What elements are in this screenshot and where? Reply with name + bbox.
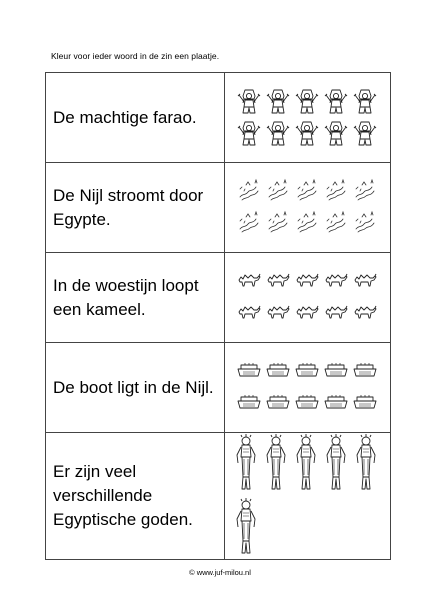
camel-icon: [323, 267, 349, 297]
pharaoh-icon: [294, 119, 320, 149]
boat-icon: [294, 389, 320, 419]
pharaoh-icon: [352, 87, 378, 117]
egyptian-god-icon: [234, 497, 260, 559]
boat-icon: [352, 357, 378, 387]
river-icon: [352, 177, 378, 207]
pictures-cell: [224, 253, 390, 343]
camel-icon: [265, 299, 291, 329]
egyptian-god-icon: [264, 433, 290, 495]
instruction-text: Kleur voor ieder woord in de zin een plaatje.: [51, 51, 220, 61]
worksheet-row: [46, 73, 391, 163]
egyptian-god-icon: [324, 433, 350, 495]
river-icon: [236, 209, 262, 239]
pharaoh-icon: [323, 119, 349, 149]
copyright-footer: © www.juf-milou.nl: [189, 568, 251, 577]
boat-icon: [323, 357, 349, 387]
pharaoh-icon: [265, 119, 291, 149]
worksheet-row: [46, 433, 391, 560]
camel-icon: [265, 267, 291, 297]
worksheet-row: [46, 163, 391, 253]
picture-grid: [225, 433, 390, 559]
worksheet-row: [46, 253, 391, 343]
pictures-cell: [224, 73, 390, 163]
sentence-cell: [46, 433, 225, 560]
river-icon: [265, 209, 291, 239]
egyptian-god-icon: [354, 433, 380, 495]
river-icon: [294, 209, 320, 239]
picture-grid: [225, 357, 390, 419]
pictures-cell: [224, 433, 390, 560]
pharaoh-icon: [294, 87, 320, 117]
pharaoh-icon: [352, 119, 378, 149]
camel-icon: [236, 267, 262, 297]
boat-icon: [265, 357, 291, 387]
boat-icon: [236, 389, 262, 419]
worksheet-row: [46, 343, 391, 433]
river-icon: [352, 209, 378, 239]
camel-icon: [236, 299, 262, 329]
sentence-cell: [46, 253, 225, 343]
river-icon: [236, 177, 262, 207]
river-icon: [294, 177, 320, 207]
river-icon: [265, 177, 291, 207]
pictures-cell: [224, 343, 390, 433]
egyptian-god-icon: [294, 433, 320, 495]
pictures-cell: [224, 163, 390, 253]
boat-icon: [265, 389, 291, 419]
pharaoh-icon: [236, 87, 262, 117]
picture-grid: [225, 87, 390, 149]
egyptian-god-icon: [234, 433, 260, 495]
sentence-text: De boot ligt in de Nijl.: [53, 377, 214, 397]
worksheet-table: [45, 72, 391, 560]
camel-icon: [323, 299, 349, 329]
boat-icon: [294, 357, 320, 387]
camel-icon: [352, 299, 378, 329]
camel-icon: [352, 267, 378, 297]
pharaoh-icon: [236, 119, 262, 149]
river-icon: [323, 209, 349, 239]
sentence-cell: [46, 163, 225, 253]
camel-icon: [294, 267, 320, 297]
picture-grid: [225, 267, 390, 329]
sentence-cell: [46, 343, 225, 433]
pharaoh-icon: [323, 87, 349, 117]
sentence-text: De Nijl stroomt door Egypte.: [53, 185, 204, 229]
pharaoh-icon: [265, 87, 291, 117]
boat-icon: [236, 357, 262, 387]
boat-icon: [323, 389, 349, 419]
camel-icon: [294, 299, 320, 329]
sentence-text: De machtige farao.: [53, 107, 197, 127]
sentence-cell: [46, 73, 225, 163]
picture-grid: [225, 177, 390, 239]
sentence-text: Er zijn veel verschillende Egyptische goden.: [53, 462, 193, 529]
river-icon: [323, 177, 349, 207]
sentence-text: In de woestijn loopt een kameel.: [53, 275, 199, 319]
boat-icon: [352, 389, 378, 419]
